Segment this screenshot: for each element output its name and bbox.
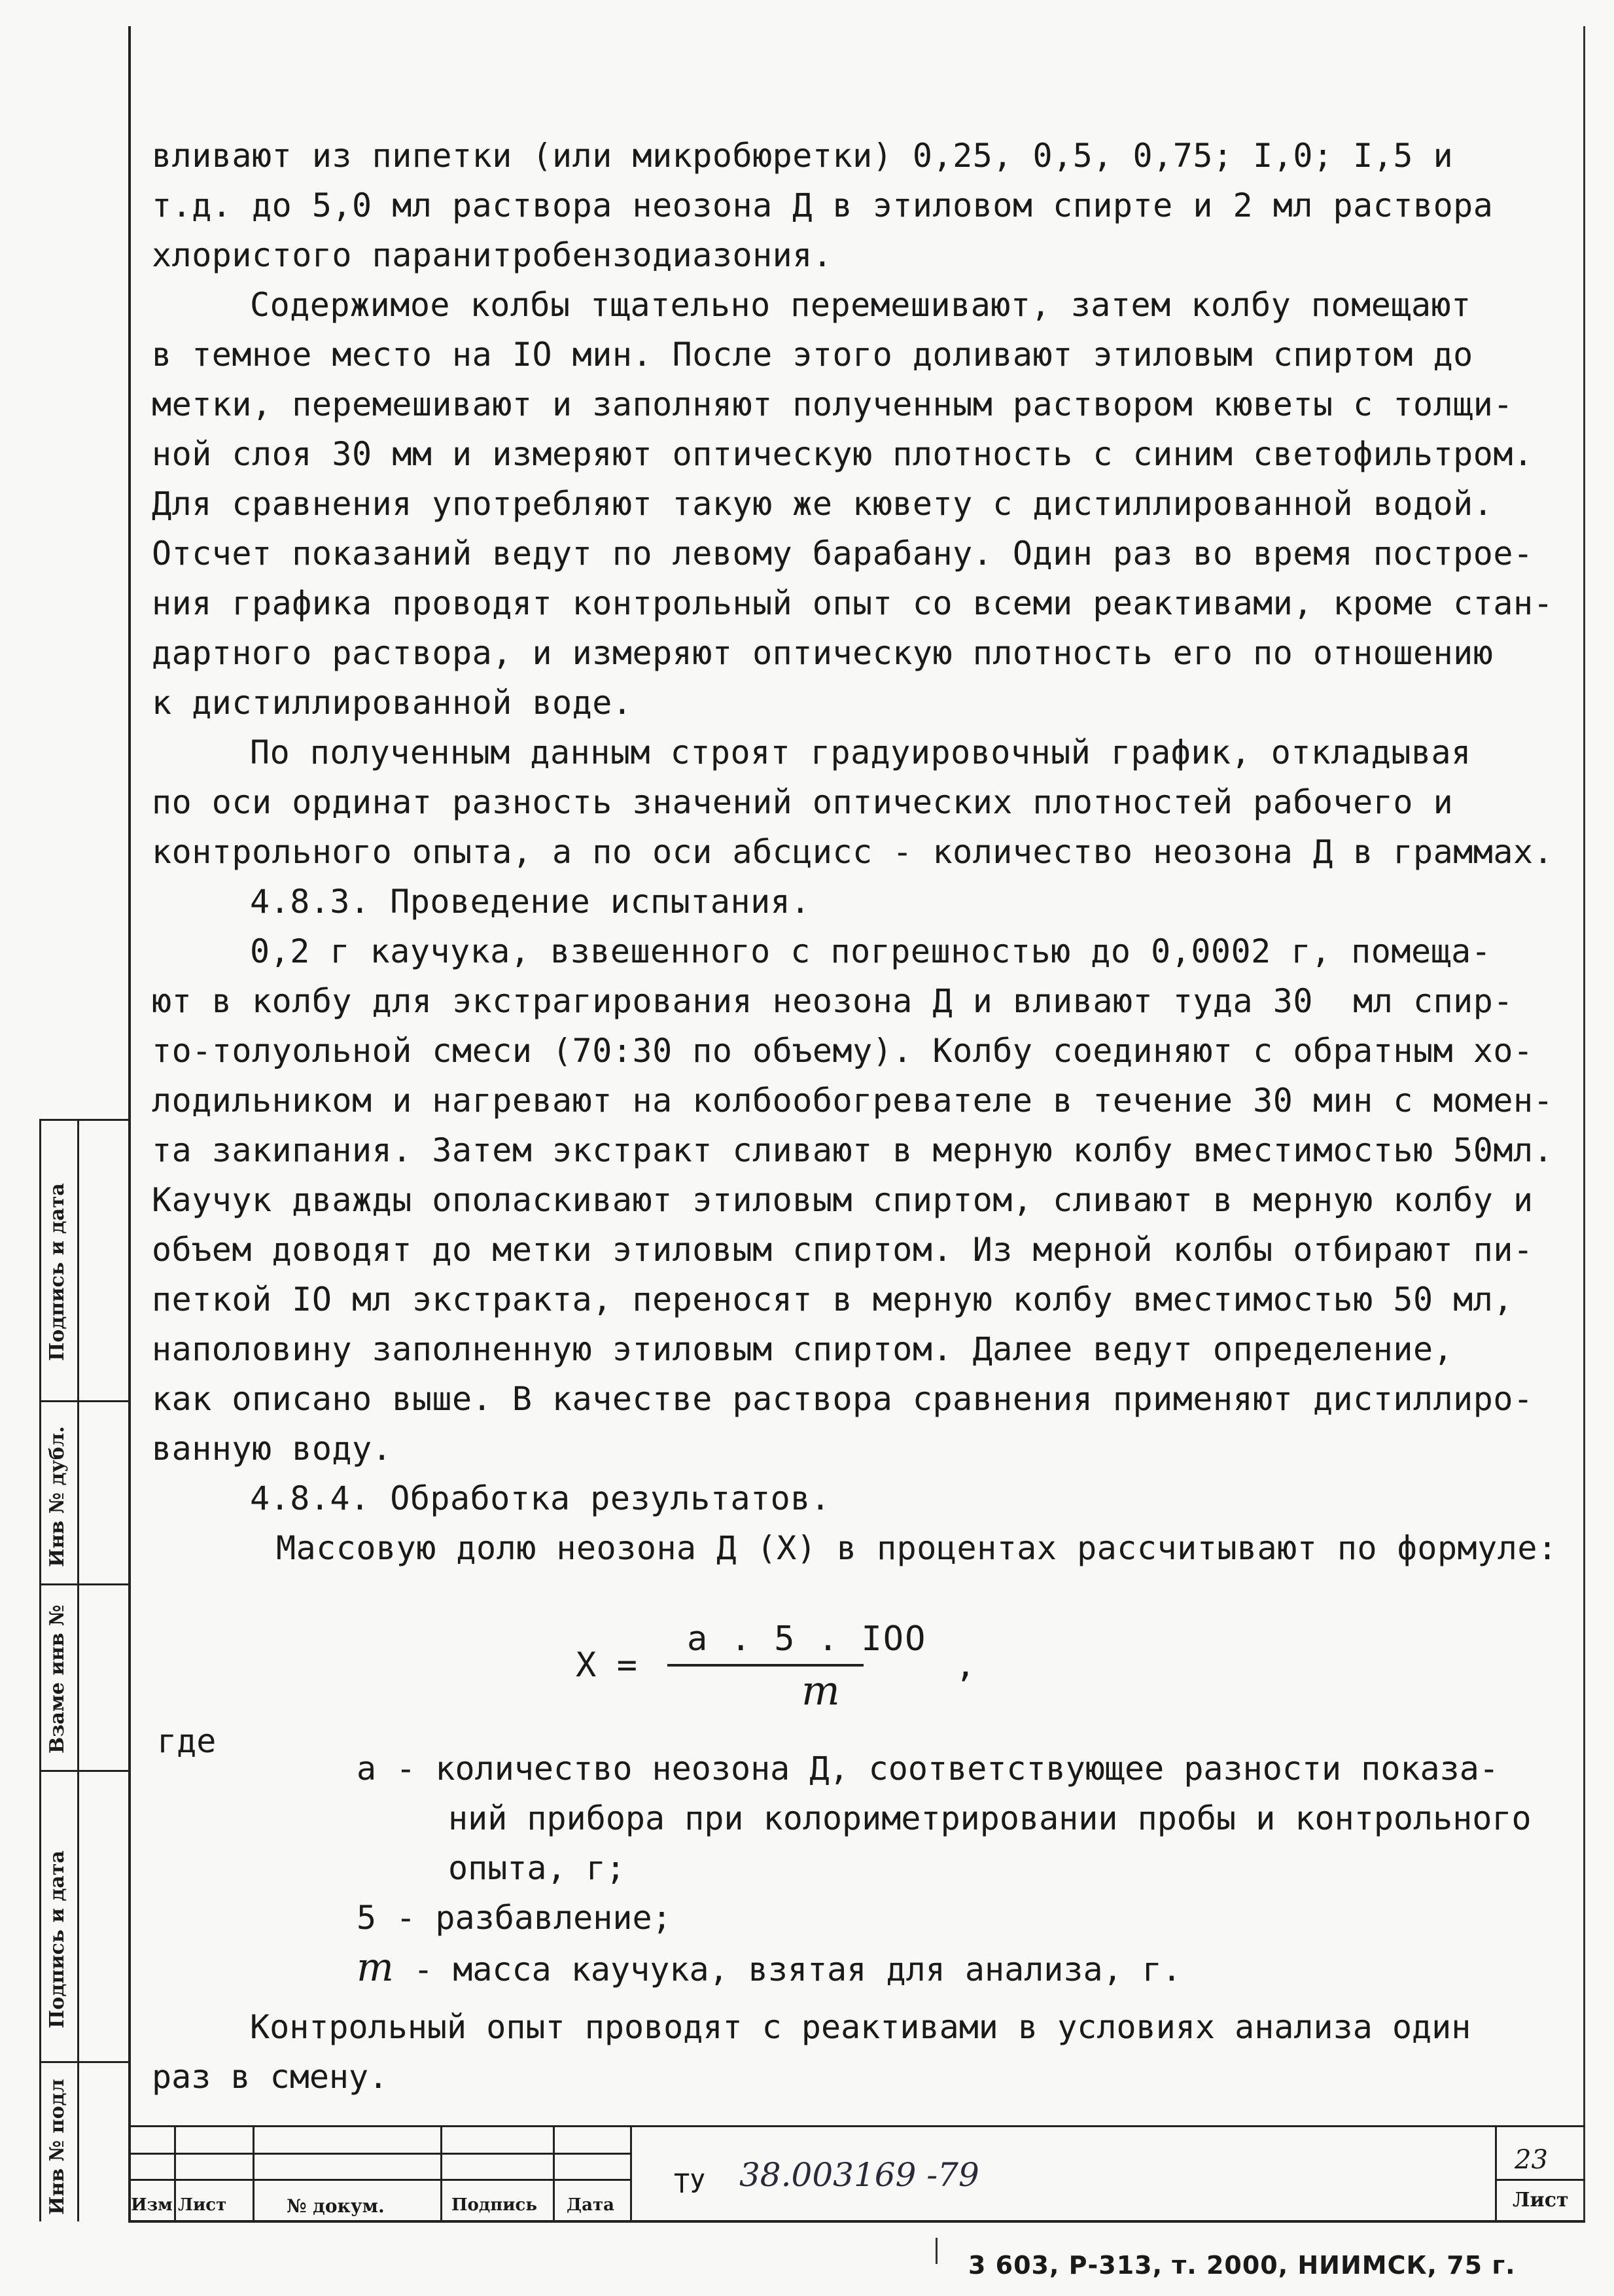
title-block-col-line	[553, 2125, 555, 2222]
formula-lhs: X =	[576, 1646, 637, 1685]
body-line: как описано выше. В качестве раствора сравнения применяют дистиллиро-	[152, 1380, 1534, 1418]
body-line: к дистиллированной воде.	[152, 684, 633, 722]
closing-line: Контрольный опыт проводят с реактивами в условиях анализа один	[250, 2008, 1471, 2046]
body-line: то-толуольной смеси (70:30 по объему). Колбу соединяют с обратным хо-	[152, 1032, 1534, 1070]
margin-strip-inner-line	[77, 1119, 79, 2221]
formula-legend	[357, 1744, 1587, 1994]
body-line: петкой IO мл экстракта, переносят в мерную колбу вместимостью 50 мл,	[152, 1280, 1513, 1318]
margin-strip-separator	[39, 1119, 130, 1121]
title-block-col-docnum: № докум.	[287, 2195, 385, 2217]
formula-numerator: а . 5 . IOO	[687, 1619, 927, 1659]
sheet-number: 23	[1515, 2145, 1548, 2175]
body-line: Отсчет показаний ведут по левому барабану. Один раз во время построе-	[152, 535, 1534, 573]
body-line: ют в колбу для экстрагирования неозона Д и вливают туда 30 мл спир-	[152, 982, 1513, 1020]
title-block-col-change: Изм	[131, 2195, 173, 2215]
printer-imprint: 3 603, Р-313, т. 2000, НИИМСК, 75 г.	[968, 2251, 1516, 2280]
title-block-sheet-line	[1495, 2179, 1585, 2181]
body-line: ной слоя 30 мм и измеряют оптическую плотность с синим светофильтром.	[152, 435, 1534, 473]
legend-text: количество неозона Д, соответствующее разности показа-	[435, 1750, 1499, 1788]
body-line: Массовую долю неозона Д (X) в процентах рассчитывают по формуле:	[276, 1529, 1558, 1567]
body-line: метки, перемешивают и заполняют полученным раствором кюветы с толщи-	[152, 385, 1513, 423]
body-line: в темное место на IO мин. После этого доливают этиловым спиртом до	[152, 336, 1473, 374]
legend-row	[357, 1943, 1587, 1994]
title-block-col-date: Дата	[567, 2195, 614, 2215]
formula-comma: ,	[955, 1646, 976, 1685]
margin-strip-separator	[39, 1770, 130, 1772]
legend-dash: -	[376, 1750, 436, 1788]
body-line: т.д. до 5,0 мл раствора неозона Д в этиловом спирте и 2 мл раствора	[152, 186, 1494, 224]
frame-bottom-border	[128, 2220, 1585, 2223]
body-line: Для сравнения употребляют такую же кювету с дистиллированной водой.	[152, 485, 1494, 523]
mass-fraction-formula	[576, 1619, 1034, 1737]
body-line: по оси ординат разность значений оптических плотностей рабочего и	[152, 783, 1454, 821]
main-text-block	[152, 131, 1571, 1573]
margin-strip-outer-line	[39, 1119, 41, 2221]
body-line: вливают из пипетки (или микробюретки) 0,25, 0,5, 0,75; I,0; I,5 и	[152, 137, 1454, 175]
title-block-col-line	[174, 2125, 176, 2222]
body-line: та закипания. Затем экстракт сливают в мерную колбу вместимостью 50мл.	[152, 1131, 1554, 1169]
printer-tick-mark	[936, 2238, 938, 2264]
title-block-col-signature: Подпись	[451, 2195, 538, 2215]
legend-text: ний прибора при колориметрировании пробы и контрольного	[448, 1799, 1532, 1837]
margin-strip-separator	[39, 1400, 130, 1402]
body-line: Содержимое колбы тщательно перемешивают, затем колбу помещают	[250, 286, 1471, 324]
body-line: ванную воду.	[152, 1430, 393, 1468]
margin-label-signature-date-2: Подпись и дата	[46, 1850, 69, 2028]
where-label: где	[157, 1722, 217, 1760]
body-line: дартного раствора, и измеряют оптическую плотность его по отношению	[152, 634, 1494, 672]
legend-row	[357, 1893, 1587, 1943]
title-block-col-line	[1495, 2125, 1497, 2222]
body-line: контрольного опыта, а по оси абсцисс - количество неозона Д в граммах.	[152, 833, 1554, 871]
legend-text: разбавление;	[435, 1899, 672, 1937]
body-line: Каучук дважды ополаскивают этиловым спиртом, сливают в мерную колбу и	[152, 1181, 1534, 1219]
title-block-col-line	[253, 2125, 254, 2222]
margin-label-dup-inventory: Инв № дубл.	[46, 1426, 69, 1567]
body-line: 0,2 г каучука, взвешенного с погрешностью до 0,0002 г, помеща-	[250, 932, 1492, 970]
title-block-row-line	[128, 2153, 632, 2155]
legend-symbol: 5	[357, 1899, 377, 1937]
formula-denominator: m	[801, 1667, 840, 1714]
title-block-row-line	[128, 2179, 632, 2181]
body-line: лодильником и нагревают на колбообогревателе в течение 30 мин с момен-	[152, 1082, 1554, 1120]
margin-label-replacement-inventory: Взаме инв №	[46, 1604, 69, 1754]
title-block-top-line	[128, 2125, 1585, 2127]
document-number: 38.003169 -79	[739, 2156, 979, 2194]
title-block-col-sheet: Лист	[178, 2195, 227, 2215]
legend-text: масса каучука, взятая для анализа, г.	[453, 1951, 1182, 1988]
body-line: 4.8.4. Обработка результатов.	[250, 1479, 831, 1517]
frame-left-border	[128, 26, 131, 2221]
body-line: ния графика проводят контрольный опыт со всеми реактивами, кроме стан-	[152, 584, 1554, 622]
legend-symbol: m	[357, 1945, 394, 1990]
body-line: объем доводят до метки этиловым спиртом. Из мерной колбы отбирают пи-	[152, 1231, 1534, 1269]
body-line: хлористого паранитробензодиазония.	[152, 236, 833, 274]
closing-paragraph	[152, 2002, 1571, 2102]
legend-text: опыта, г;	[448, 1849, 625, 1887]
body-line: 4.8.3. Проведение испытания.	[250, 883, 811, 921]
body-line: По полученным данным строят градуировочный график, откладывая	[250, 733, 1471, 771]
legend-row	[357, 1843, 1587, 1893]
title-block-col-line	[440, 2125, 442, 2222]
legend-dash: -	[393, 1951, 453, 1988]
margin-strip-separator	[39, 1583, 130, 1585]
document-prefix: ТУ	[674, 2169, 706, 2199]
legend-row	[357, 1744, 1587, 1793]
title-block-col-line	[630, 2125, 632, 2222]
margin-strip-separator	[39, 2061, 130, 2063]
legend-dash: -	[376, 1899, 436, 1937]
margin-label-signature-date-1: Подпись и дата	[46, 1183, 69, 1361]
legend-row	[357, 1793, 1587, 1843]
legend-symbol: а	[357, 1750, 377, 1788]
sheet-label: Лист	[1513, 2189, 1569, 2212]
closing-line: раз в смену.	[152, 2058, 389, 2096]
margin-label-original-inventory: Инв № подл	[46, 2079, 69, 2215]
body-line: наполовину заполненную этиловым спиртом. Далее ведут определение,	[152, 1330, 1454, 1368]
